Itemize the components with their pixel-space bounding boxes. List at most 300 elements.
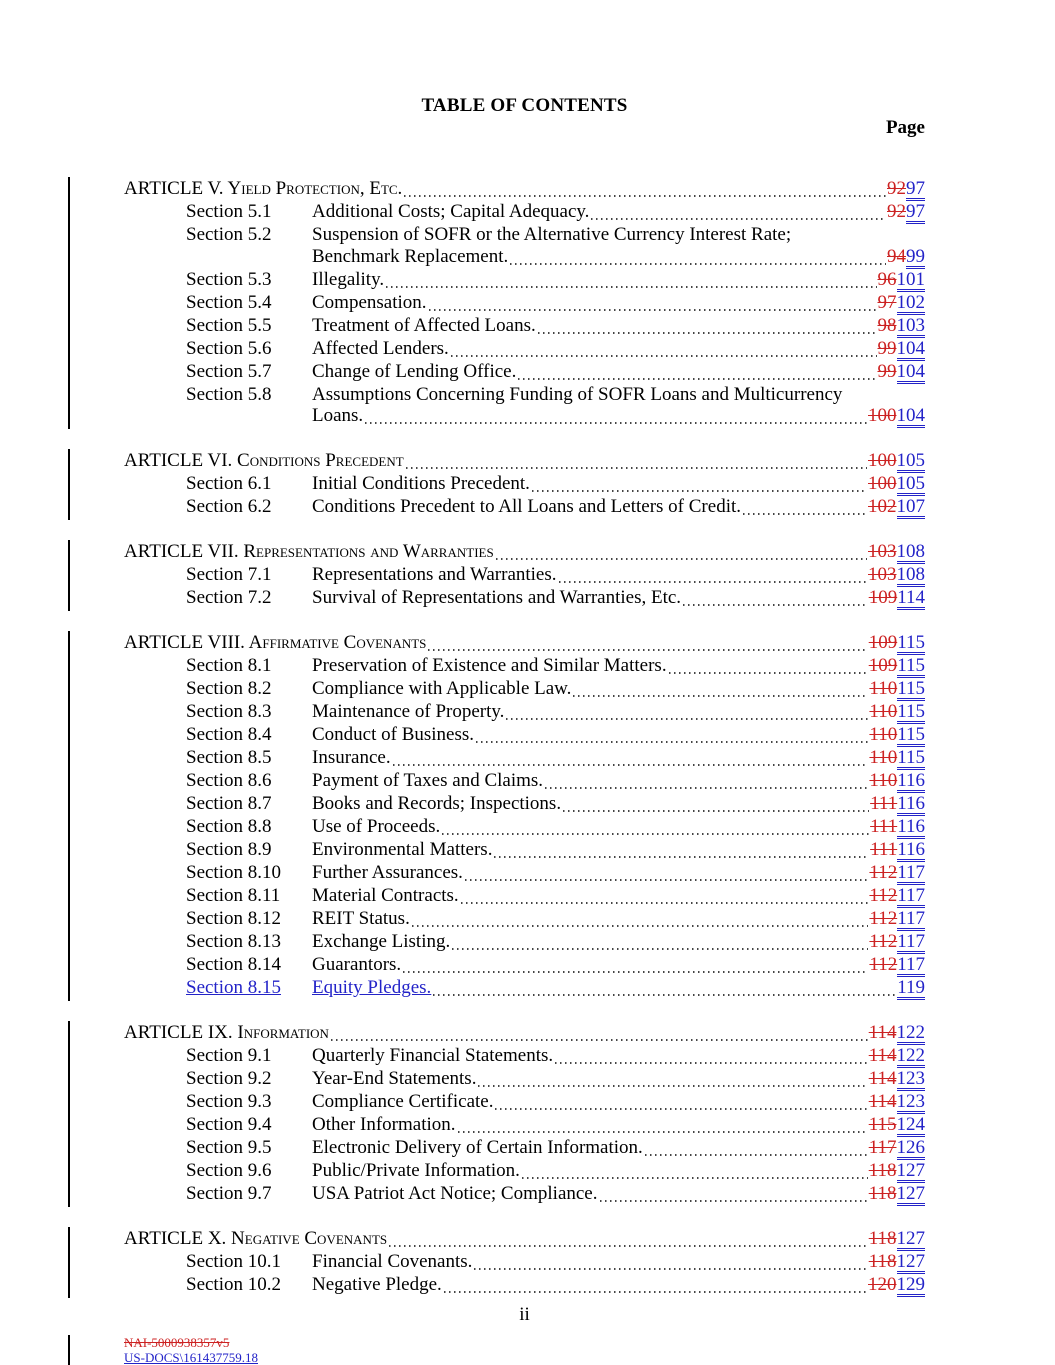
dot-leader <box>433 994 896 996</box>
new-page-number: 127 <box>896 1251 925 1273</box>
section-number <box>186 269 312 292</box>
page-numbers <box>868 405 925 428</box>
old-page-number: 92 <box>887 201 906 222</box>
dot-leader <box>461 902 869 904</box>
section-title: Representations and Warranties. <box>312 564 557 586</box>
page-numbers <box>869 908 925 931</box>
change-bar <box>68 337 70 362</box>
old-page-number: 100 <box>868 473 897 495</box>
section-number-text: Section 8.3 <box>186 701 272 723</box>
page-numbers <box>868 473 925 496</box>
change-bar <box>68 677 70 702</box>
row-gap <box>124 1206 925 1228</box>
dot-leader <box>532 490 867 492</box>
old-page-number: 102 <box>868 496 897 518</box>
new-page-number: 115 <box>897 655 925 677</box>
page-numbers <box>878 315 926 338</box>
section-number-text: Section 5.4 <box>186 291 272 313</box>
old-page-number: 97 <box>877 291 897 313</box>
article-title: ARTICLE X. Negative Covenants <box>124 1228 388 1250</box>
section-title-continued: Loans. <box>312 405 364 427</box>
section-indent <box>124 1091 186 1114</box>
dot-leader <box>496 558 867 560</box>
section-indent <box>124 361 186 384</box>
old-page-number: 115 <box>868 1114 897 1136</box>
section-number-text: Section 10.1 <box>186 1251 281 1273</box>
change-bar <box>68 1044 70 1069</box>
dot-leader <box>522 1177 868 1179</box>
page-numbers <box>869 632 925 655</box>
dot-leader <box>645 1154 868 1156</box>
new-page-number: 117 <box>897 954 925 976</box>
section-number-text: Section 8.10 <box>186 862 281 884</box>
page-numbers <box>869 1251 925 1274</box>
new-page-number: 102 <box>896 291 925 313</box>
page-numbers <box>868 496 925 519</box>
section-indent <box>124 338 186 361</box>
old-page-number: 109 <box>868 587 898 609</box>
change-bar <box>68 1159 70 1184</box>
section-title: Equity Pledges. <box>312 977 432 999</box>
page-numbers <box>868 541 925 564</box>
article-title: ARTICLE V. Yield Protection, Etc. <box>124 178 403 199</box>
section-indent <box>124 908 186 931</box>
section-number <box>186 361 312 384</box>
section-number-text: Section 9.7 <box>186 1183 272 1205</box>
section-indent <box>124 587 186 610</box>
section-number-text: Section 8.9 <box>186 839 272 861</box>
new-page-number: 116 <box>897 770 925 792</box>
section-title: Year-End Statements. <box>312 1068 477 1090</box>
old-page-number: 96 <box>877 268 897 290</box>
change-bar <box>68 976 70 1001</box>
toc-section-row <box>124 816 925 839</box>
section-number-text: Section 6.1 <box>186 473 272 495</box>
section-number-text: Section 9.5 <box>186 1137 272 1159</box>
old-page-number: 111 <box>870 816 898 838</box>
change-bar <box>68 746 70 771</box>
change-bar <box>68 631 70 656</box>
new-page-number: 117 <box>897 931 925 953</box>
toc-article-row <box>124 450 925 473</box>
section-title: REIT Status. <box>312 908 410 930</box>
new-page-number: 97 <box>906 201 925 222</box>
section-title: Initial Conditions Precedent. <box>312 473 530 495</box>
section-indent <box>124 473 186 496</box>
section-number <box>186 770 312 793</box>
dot-leader <box>403 971 868 973</box>
page-numbers <box>869 701 925 724</box>
dot-leader <box>444 1291 867 1293</box>
section-number <box>186 1045 312 1068</box>
change-bar <box>68 268 70 293</box>
section-indent <box>124 315 186 338</box>
change-bar <box>68 563 70 588</box>
page-numbers <box>897 977 925 1000</box>
new-page-number: 115 <box>897 678 925 700</box>
section-number-text: Section 8.14 <box>186 954 281 976</box>
section-indent <box>124 1160 186 1183</box>
new-page-number: 117 <box>897 862 925 884</box>
new-page-number: 123 <box>896 1068 925 1090</box>
dot-leader <box>465 879 868 881</box>
section-number <box>186 1114 312 1137</box>
section-number <box>186 747 312 770</box>
old-page-number: 98 <box>877 314 897 336</box>
section-number-text: Section 8.11 <box>186 885 281 907</box>
change-bar <box>68 769 70 794</box>
section-title: Payment of Taxes and Claims. <box>312 770 544 792</box>
toc-article-row <box>124 1228 925 1251</box>
change-bar <box>68 383 70 407</box>
dot-leader <box>573 695 868 697</box>
dot-leader <box>478 1085 867 1087</box>
section-title: Suspension of SOFR or the Alternative Currency Interest Rate; <box>312 224 792 245</box>
section-number <box>186 816 312 839</box>
toc-section-row <box>124 747 925 770</box>
old-page-number: 110 <box>869 724 898 746</box>
section-number-text: Section 8.13 <box>186 931 281 953</box>
toc-section-row <box>124 1137 925 1160</box>
section-title: Illegality. <box>312 268 385 290</box>
section-indent <box>124 885 186 908</box>
section-title: Conduct of Business. <box>312 724 475 746</box>
section-title: Books and Records; Inspections. <box>312 793 562 815</box>
dot-leader <box>386 286 876 288</box>
toc-section-row <box>124 1160 925 1183</box>
section-title: Conditions Precedent to All Loans and Letters of Credit. <box>312 496 742 518</box>
section-indent <box>124 201 186 224</box>
old-page-number: 109 <box>868 655 898 677</box>
change-bar <box>68 884 70 909</box>
section-title: Exchange Listing. <box>312 931 451 953</box>
change-bar <box>68 700 70 725</box>
page-numbers <box>869 1091 925 1114</box>
section-number <box>186 678 312 701</box>
section-title: Compliance with Applicable Law. <box>312 678 572 700</box>
old-page-number: 112 <box>869 908 898 930</box>
change-bar <box>68 495 70 520</box>
section-title: Insurance. <box>312 747 391 769</box>
section-title: Negative Pledge. <box>312 1274 442 1296</box>
old-page-number: 110 <box>869 770 898 792</box>
dot-leader <box>389 1245 868 1247</box>
change-bar <box>68 404 70 429</box>
new-page-number: 116 <box>897 816 925 838</box>
toc-section-row <box>124 908 925 931</box>
section-number <box>186 931 312 954</box>
section-number-text: Section 6.2 <box>186 496 272 518</box>
section-title: Affected Lenders. <box>312 337 449 359</box>
page-numbers <box>869 954 925 977</box>
inserted-document-id: US-DOCS\161437759.18 <box>124 1349 258 1365</box>
section-indent <box>124 678 186 701</box>
toc-section-row <box>124 885 925 908</box>
section-number-text: Section 8.1 <box>186 655 272 677</box>
new-page-number: 122 <box>896 1045 925 1067</box>
section-indent <box>124 954 186 977</box>
new-page-number: 122 <box>896 1022 925 1044</box>
section-number <box>186 1091 312 1114</box>
section-number <box>186 292 312 315</box>
section-number-text: Section 5.8 <box>186 383 272 405</box>
toc-section-row <box>124 701 925 724</box>
new-page-number: 123 <box>896 1091 925 1113</box>
folio-page-number: ii <box>519 1304 530 1326</box>
section-title: Survival of Representations and Warranties, Etc. <box>312 587 682 609</box>
page-numbers <box>869 655 925 678</box>
toc-section-row <box>124 793 925 816</box>
new-page-number: 103 <box>896 314 925 336</box>
section-number <box>186 839 312 862</box>
old-page-number: 112 <box>869 862 898 884</box>
article-title: ARTICLE VII. Representations and Warranties <box>124 541 494 563</box>
page-numbers <box>878 361 926 384</box>
section-number-text: Section 8.7 <box>186 793 272 815</box>
section-indent <box>124 931 186 954</box>
change-bar <box>68 1067 70 1092</box>
section-title: Change of Lending Office. <box>312 360 517 382</box>
section-number <box>186 201 312 224</box>
change-bar <box>68 815 70 840</box>
section-number <box>186 977 312 1000</box>
section-indent <box>124 1183 186 1206</box>
section-title: Other Information. <box>312 1114 456 1136</box>
dot-leader <box>452 948 868 950</box>
toc-section-row <box>124 655 925 678</box>
section-number-text: Section 5.1 <box>186 201 272 222</box>
dot-leader <box>495 1108 867 1110</box>
change-bar <box>68 360 70 385</box>
section-indent <box>124 496 186 519</box>
section-title-continued: Benchmark Replacement. <box>312 245 509 267</box>
dot-leader <box>393 764 869 766</box>
change-bar <box>68 861 70 886</box>
toc-article-row <box>124 178 925 201</box>
old-page-number: 99 <box>877 360 897 382</box>
new-page-number: 105 <box>896 473 925 495</box>
section-indent <box>124 384 186 406</box>
section-indent <box>124 816 186 839</box>
change-bar <box>68 1090 70 1115</box>
new-page-number: 104 <box>896 405 925 427</box>
new-page-number: 115 <box>897 701 925 723</box>
section-number <box>186 954 312 977</box>
section-number-text: Section 5.6 <box>186 337 272 359</box>
section-number-text: Section 8.12 <box>186 908 281 930</box>
page-numbers <box>869 1183 925 1206</box>
dot-leader <box>474 1268 867 1270</box>
old-page-number: 110 <box>869 678 898 700</box>
section-indent <box>124 862 186 885</box>
change-bar <box>68 1136 70 1161</box>
section-indent <box>124 269 186 292</box>
old-page-number: 114 <box>868 1045 897 1067</box>
toc-section-row <box>124 269 925 292</box>
old-page-number: 103 <box>868 541 897 563</box>
section-title: Assumptions Concerning Funding of SOFR Loans and Multicurrency <box>312 383 843 405</box>
page-numbers <box>869 862 925 885</box>
section-title: Use of Proceeds. <box>312 816 441 838</box>
section-title: Electronic Delivery of Certain Information. <box>312 1137 643 1159</box>
page-numbers <box>869 770 925 793</box>
old-page-number: 111 <box>870 793 898 815</box>
row-gap <box>124 1000 925 1022</box>
toc-section-row <box>124 292 925 315</box>
section-indent <box>124 1137 186 1160</box>
old-page-number: 118 <box>868 1160 897 1182</box>
dot-leader <box>538 332 877 334</box>
section-indent <box>124 655 186 678</box>
section-number <box>186 701 312 724</box>
dot-leader <box>428 649 867 651</box>
section-number-text: Section 5.3 <box>186 268 272 290</box>
toc-section-row <box>124 977 925 1000</box>
old-page-number: 112 <box>869 885 898 907</box>
new-page-number: 115 <box>897 632 925 654</box>
change-bar <box>68 586 70 611</box>
section-number-text: Section 8.5 <box>186 747 272 769</box>
section-number-text: Section 5.2 <box>186 224 272 245</box>
section-indent <box>124 747 186 770</box>
change-bar <box>68 472 70 497</box>
new-page-number: 115 <box>897 724 925 746</box>
new-page-number: 104 <box>896 337 925 359</box>
section-indent <box>124 977 186 1000</box>
page-numbers <box>878 269 926 292</box>
new-page-number: 108 <box>896 541 925 563</box>
new-page-number: 108 <box>896 564 925 586</box>
section-number <box>186 473 312 496</box>
section-indent <box>124 724 186 747</box>
old-page-number: 100 <box>868 450 897 472</box>
dot-leader <box>743 513 867 515</box>
old-page-number: 103 <box>868 564 897 586</box>
table-of-contents <box>124 178 925 1297</box>
toc-section-row <box>124 315 925 338</box>
toc-section-row <box>124 361 925 384</box>
dot-leader <box>404 195 886 197</box>
section-indent <box>124 1274 186 1297</box>
old-page-number: 118 <box>868 1251 897 1273</box>
dot-leader <box>669 672 868 674</box>
section-number-text: Section 9.3 <box>186 1091 272 1113</box>
change-bar <box>68 907 70 932</box>
toc-section-row-continuation <box>124 246 925 269</box>
page-numbers <box>869 1137 925 1160</box>
section-indent <box>124 701 186 724</box>
section-number-text: Section 9.2 <box>186 1068 272 1090</box>
page-numbers <box>878 338 926 361</box>
section-number-text: Section 8.6 <box>186 770 272 792</box>
section-number <box>186 793 312 816</box>
change-bar <box>68 1273 70 1298</box>
section-title: Public/Private Information. <box>312 1160 520 1182</box>
old-page-number: 94 <box>887 245 906 267</box>
dot-leader <box>559 581 867 583</box>
page-numbers <box>869 1068 925 1091</box>
page-numbers <box>868 1274 925 1297</box>
toc-section-row <box>124 1251 925 1274</box>
section-number <box>186 885 312 908</box>
toc-article-row <box>124 541 925 564</box>
section-number-text: Section 8.2 <box>186 678 272 700</box>
section-number <box>186 1068 312 1091</box>
toc-section-row <box>124 1274 925 1297</box>
toc-section-row <box>124 954 925 977</box>
section-indent <box>124 1114 186 1137</box>
section-number <box>186 564 312 587</box>
section-title: Compensation. <box>312 291 427 313</box>
change-bar <box>68 930 70 955</box>
section-indent <box>124 405 186 428</box>
dot-leader <box>458 1131 868 1133</box>
section-number-text: Section 9.1 <box>186 1045 272 1067</box>
new-page-number: 97 <box>906 178 925 199</box>
dot-leader <box>406 467 867 469</box>
page-numbers <box>869 1228 925 1251</box>
change-bar <box>68 1335 70 1365</box>
section-number <box>186 655 312 678</box>
page-column-header: Page <box>885 117 925 138</box>
old-page-number: 120 <box>868 1274 897 1296</box>
page-numbers <box>869 587 925 610</box>
toc-article-row <box>124 1022 925 1045</box>
old-page-number: 112 <box>869 931 898 953</box>
new-page-number: 105 <box>896 450 925 472</box>
new-page-number: 116 <box>897 839 925 861</box>
old-page-number: 114 <box>868 1091 897 1113</box>
change-bar <box>68 723 70 748</box>
page-numbers <box>870 816 925 839</box>
section-indent <box>124 292 186 315</box>
article-title: ARTICLE VIII. Affirmative Covenants <box>124 632 427 654</box>
section-number <box>186 1137 312 1160</box>
section-title: USA Patriot Act Notice; Compliance. <box>312 1183 598 1205</box>
new-page-number: 129 <box>896 1274 925 1296</box>
section-number <box>186 587 312 610</box>
toc-section-row <box>124 678 925 701</box>
change-bar <box>68 792 70 817</box>
change-bar <box>68 200 70 225</box>
section-indent <box>124 1068 186 1091</box>
row-gap <box>124 610 925 632</box>
section-number <box>186 384 312 406</box>
section-number <box>186 724 312 747</box>
page-numbers <box>869 1114 925 1137</box>
new-page-number: 99 <box>906 245 925 267</box>
section-indent <box>124 224 186 246</box>
toc-section-row <box>124 1045 925 1068</box>
dot-leader <box>442 833 869 835</box>
section-title: Treatment of Affected Loans. <box>312 314 536 336</box>
page-numbers <box>887 201 925 224</box>
change-bar <box>68 245 70 270</box>
new-page-number: 101 <box>896 268 925 290</box>
toc-section-row <box>124 201 925 224</box>
section-number-text: Section 8.8 <box>186 816 272 838</box>
page-numbers <box>869 1022 925 1045</box>
new-page-number: 119 <box>897 977 925 999</box>
change-bar <box>68 177 70 202</box>
dot-leader <box>518 378 876 380</box>
dot-leader <box>563 810 869 812</box>
section-indent <box>124 1251 186 1274</box>
page-numbers <box>870 839 925 862</box>
old-page-number: 118 <box>868 1228 897 1250</box>
new-page-number: 127 <box>896 1183 925 1205</box>
toc-section-row <box>124 931 925 954</box>
